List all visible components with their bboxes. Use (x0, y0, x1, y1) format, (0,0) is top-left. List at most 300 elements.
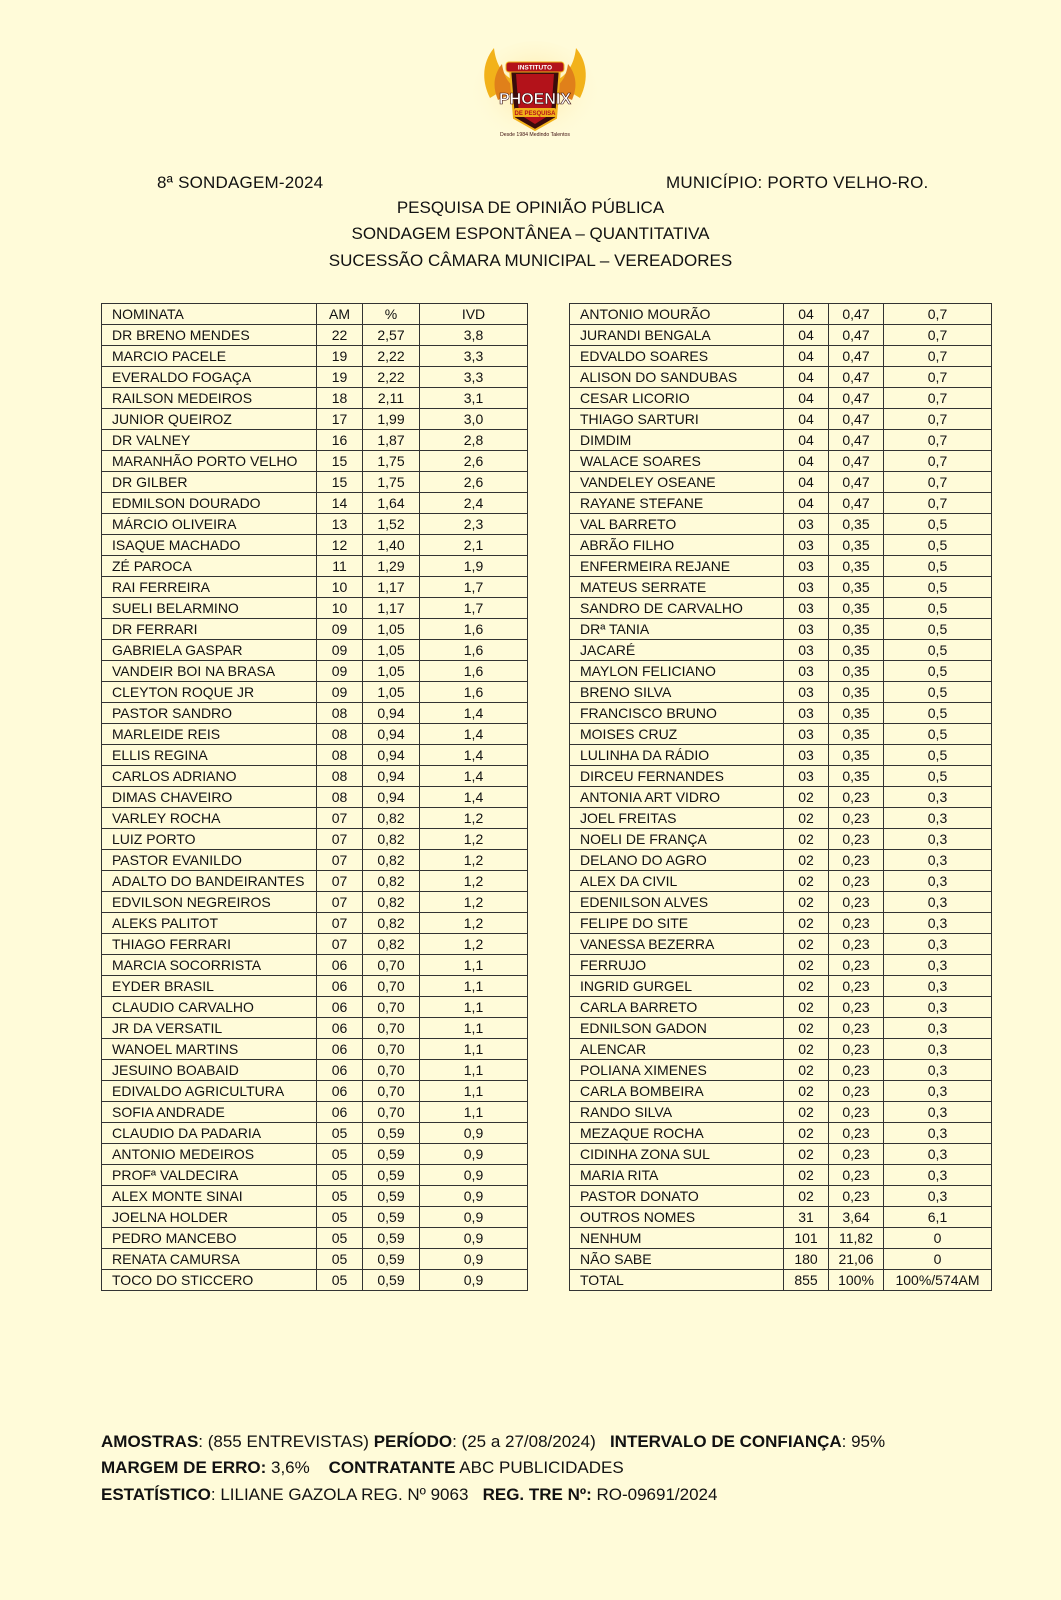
left-table-row (102, 1249, 528, 1270)
phoenix-emblem-icon (470, 38, 600, 148)
right-table-row (570, 535, 992, 556)
ivd-cell: 1,6 (420, 661, 528, 682)
ivd-cell: 1,2 (420, 913, 528, 934)
ivd-cell: 0,3 (884, 997, 992, 1018)
name-cell: MAYLON FELICIANO (570, 661, 784, 682)
ivd-cell: 1,1 (420, 976, 528, 997)
pct-cell: 0,47 (829, 493, 884, 514)
am-cell: 02 (784, 850, 829, 871)
am-cell: 05 (317, 1207, 363, 1228)
pct-cell: 0,59 (363, 1144, 420, 1165)
right-table-row (570, 1165, 992, 1186)
am-cell: 02 (784, 808, 829, 829)
name-cell: CARLA BARRETO (570, 997, 784, 1018)
am-cell: 07 (317, 850, 363, 871)
ivd-cell: 1,1 (420, 997, 528, 1018)
left-table-row (102, 934, 528, 955)
right-table-row (570, 451, 992, 472)
pct-cell: 0,35 (829, 703, 884, 724)
ivd-cell: 0,7 (884, 430, 992, 451)
ivd-cell: 0 (884, 1228, 992, 1249)
pct-cell: 0,59 (363, 1270, 420, 1291)
am-cell: 03 (784, 535, 829, 556)
am-cell: 04 (784, 325, 829, 346)
right-table-row (570, 556, 992, 577)
name-cell: DIRCEU FERNANDES (570, 766, 784, 787)
ivd-cell: 3,3 (420, 367, 528, 388)
name-cell: JESUINO BOABAID (102, 1060, 317, 1081)
pct-cell: 0,70 (363, 976, 420, 997)
amostras-value: : (855 ENTREVISTAS) (198, 1432, 374, 1451)
pct-cell: 0,70 (363, 1039, 420, 1060)
left-table-row (102, 892, 528, 913)
am-cell: 101 (784, 1228, 829, 1249)
pct-cell: 2,22 (363, 367, 420, 388)
ivd-cell: 1,1 (420, 1060, 528, 1081)
ivd-cell: 1,6 (420, 682, 528, 703)
am-cell: 03 (784, 514, 829, 535)
name-cell: SOFIA ANDRADE (102, 1102, 317, 1123)
name-cell: FRANCISCO BRUNO (570, 703, 784, 724)
am-cell: 15 (317, 472, 363, 493)
left-table-row (102, 829, 528, 850)
left-table-row (102, 1165, 528, 1186)
name-cell: MARANHÃO PORTO VELHO (102, 451, 317, 472)
am-cell: 02 (784, 1039, 829, 1060)
name-cell: EDMILSON DOURADO (102, 493, 317, 514)
right-table-row (570, 577, 992, 598)
am-cell: 03 (784, 766, 829, 787)
name-cell: CLAUDIO CARVALHO (102, 997, 317, 1018)
left-table-row (102, 577, 528, 598)
ivd-cell: 0,3 (884, 1186, 992, 1207)
right-table-row (570, 703, 992, 724)
left-table-row (102, 1123, 528, 1144)
right-table-row (570, 388, 992, 409)
pct-cell: 1,05 (363, 640, 420, 661)
right-table-row (570, 493, 992, 514)
am-cell: 03 (784, 724, 829, 745)
name-cell: MARCIA SOCORRISTA (102, 955, 317, 976)
am-cell: 09 (317, 640, 363, 661)
left-table-row (102, 535, 528, 556)
ivd-cell: 1,6 (420, 640, 528, 661)
pct-cell: 0,35 (829, 745, 884, 766)
name-cell: ALEX DA CIVIL (570, 871, 784, 892)
right-table-row (570, 745, 992, 766)
left-table-row (102, 409, 528, 430)
name-cell: ANTONIO MEDEIROS (102, 1144, 317, 1165)
ivd-cell: 0,9 (420, 1144, 528, 1165)
pct-cell: 0,23 (829, 1081, 884, 1102)
contratante-value: ABC PUBLICIDADES (455, 1458, 624, 1477)
pct-cell: 3,64 (829, 1207, 884, 1228)
name-cell: INGRID GURGEL (570, 976, 784, 997)
right-table-row (570, 1270, 992, 1291)
name-cell: VANDEIR BOI NA BRASA (102, 661, 317, 682)
pct-cell: 0,47 (829, 367, 884, 388)
ivd-cell: 1,1 (420, 1102, 528, 1123)
am-cell: 05 (317, 1144, 363, 1165)
ivd-cell: 100%/574AM (884, 1270, 992, 1291)
name-cell: DR BRENO MENDES (102, 325, 317, 346)
name-cell: GABRIELA GASPAR (102, 640, 317, 661)
am-cell: 06 (317, 997, 363, 1018)
pct-cell: 0,47 (829, 409, 884, 430)
name-cell: JUNIOR QUEIROZ (102, 409, 317, 430)
left-table-row (102, 451, 528, 472)
name-cell: VANDELEY OSEANE (570, 472, 784, 493)
left-table-row (102, 1186, 528, 1207)
ivd-cell: 1,2 (420, 934, 528, 955)
pct-cell: 1,75 (363, 451, 420, 472)
logo-brand-text: PHOENIX (498, 91, 572, 108)
pct-cell: 0,23 (829, 1165, 884, 1186)
right-table-row (570, 808, 992, 829)
am-cell: 18 (317, 388, 363, 409)
right-table-row (570, 766, 992, 787)
left-table-row (102, 1207, 528, 1228)
pct-cell: 0,23 (829, 976, 884, 997)
pct-cell: 0,23 (829, 850, 884, 871)
pct-cell: 1,87 (363, 430, 420, 451)
name-cell: JOELNA HOLDER (102, 1207, 317, 1228)
right-table-row (570, 934, 992, 955)
pct-cell: 21,06 (829, 1249, 884, 1270)
left-table-row (102, 1270, 528, 1291)
ivd-cell: 0,3 (884, 1102, 992, 1123)
pct-cell: 0,59 (363, 1207, 420, 1228)
name-cell: ALENCAR (570, 1039, 784, 1060)
left-table-row (102, 913, 528, 934)
ivd-cell: 0,3 (884, 934, 992, 955)
ivd-cell: 0,5 (884, 577, 992, 598)
left-table-row (102, 388, 528, 409)
am-cell: 02 (784, 913, 829, 934)
name-cell: ISAQUE MACHADO (102, 535, 317, 556)
right-table-row (570, 829, 992, 850)
right-table-row (570, 1228, 992, 1249)
ivd-cell: 0,3 (884, 1165, 992, 1186)
name-cell: DIMDIM (570, 430, 784, 451)
am-cell: 03 (784, 745, 829, 766)
ivd-cell: 0,5 (884, 703, 992, 724)
name-cell: ALEX MONTE SINAI (102, 1186, 317, 1207)
name-cell: THIAGO FERRARI (102, 934, 317, 955)
municipio-label: MUNICÍPIO: PORTO VELHO-RO. (666, 173, 929, 192)
pct-cell: 0,82 (363, 913, 420, 934)
ivd-cell: 0,3 (884, 850, 992, 871)
am-cell: 09 (317, 619, 363, 640)
name-cell: CARLOS ADRIANO (102, 766, 317, 787)
pct-cell: 0,59 (363, 1186, 420, 1207)
ivd-cell: 3,8 (420, 325, 528, 346)
am-cell: 03 (784, 703, 829, 724)
pct-cell: 0,23 (829, 892, 884, 913)
name-cell: MARCIO PACELE (102, 346, 317, 367)
left-table-row (102, 682, 528, 703)
logo-top-text: INSTITUTO (517, 64, 553, 72)
name-cell: DIMAS CHAVEIRO (102, 787, 317, 808)
ivd-cell: 0,3 (884, 892, 992, 913)
name-cell: FERRUJO (570, 955, 784, 976)
am-cell: 06 (317, 976, 363, 997)
ivd-cell: 0,9 (420, 1249, 528, 1270)
am-cell: 04 (784, 388, 829, 409)
pct-cell: 1,17 (363, 598, 420, 619)
am-cell: 07 (317, 892, 363, 913)
right-table-row (570, 724, 992, 745)
ivd-cell: IVD (420, 304, 528, 325)
left-table-row (102, 766, 528, 787)
left-table-row (102, 997, 528, 1018)
name-cell: PEDRO MANCEBO (102, 1228, 317, 1249)
left-table-row (102, 703, 528, 724)
ivd-cell: 0,7 (884, 493, 992, 514)
ivd-cell: 2,6 (420, 451, 528, 472)
am-cell: 05 (317, 1270, 363, 1291)
right-table-row (570, 346, 992, 367)
ivd-cell: 0,7 (884, 304, 992, 325)
name-cell: PASTOR DONATO (570, 1186, 784, 1207)
am-cell: 03 (784, 661, 829, 682)
ivd-cell: 0,7 (884, 409, 992, 430)
pct-cell: 0,59 (363, 1249, 420, 1270)
pct-cell: 2,11 (363, 388, 420, 409)
ivd-cell: 0,9 (420, 1228, 528, 1249)
right-table-row (570, 472, 992, 493)
right-table-row (570, 1018, 992, 1039)
ivd-cell: 0,3 (884, 976, 992, 997)
pct-cell: 0,35 (829, 577, 884, 598)
pct-cell: 0,47 (829, 325, 884, 346)
pct-cell: 1,29 (363, 556, 420, 577)
title-sondagem: SONDAGEM ESPONTÂNEA – QUANTITATIVA (351, 224, 710, 243)
name-cell: NENHUM (570, 1228, 784, 1249)
name-cell: JURANDI BENGALA (570, 325, 784, 346)
ivd-cell: 0,5 (884, 598, 992, 619)
am-cell: 10 (317, 598, 363, 619)
pct-cell: 0,47 (829, 346, 884, 367)
ivd-cell: 6,1 (884, 1207, 992, 1228)
pct-cell: 0,59 (363, 1123, 420, 1144)
name-cell: JR DA VERSATIL (102, 1018, 317, 1039)
name-cell: PASTOR SANDRO (102, 703, 317, 724)
am-cell: 02 (784, 1018, 829, 1039)
ivd-cell: 0,3 (884, 913, 992, 934)
ivd-cell: 0,9 (420, 1270, 528, 1291)
am-cell: 02 (784, 934, 829, 955)
am-cell: 14 (317, 493, 363, 514)
pct-cell: 0,23 (829, 787, 884, 808)
pct-cell: 0,23 (829, 1018, 884, 1039)
ivd-cell: 0,5 (884, 661, 992, 682)
am-cell: 02 (784, 955, 829, 976)
ivd-cell: 1,4 (420, 703, 528, 724)
right-table-row (570, 955, 992, 976)
right-table-row (570, 871, 992, 892)
ivd-cell: 1,1 (420, 955, 528, 976)
left-table-row (102, 1144, 528, 1165)
name-cell: WALACE SOARES (570, 451, 784, 472)
right-table-row (570, 1207, 992, 1228)
am-cell: 08 (317, 703, 363, 724)
pct-cell: 0,23 (829, 829, 884, 850)
ivd-cell: 0,3 (884, 1123, 992, 1144)
am-cell: 07 (317, 829, 363, 850)
am-cell: 22 (317, 325, 363, 346)
pct-cell: 0,23 (829, 1123, 884, 1144)
ivd-cell: 0,7 (884, 388, 992, 409)
am-cell: 05 (317, 1186, 363, 1207)
am-cell: 03 (784, 682, 829, 703)
name-cell: ELLIS REGINA (102, 745, 317, 766)
ivd-cell: 2,3 (420, 514, 528, 535)
contratante-label: CONTRATANTE (328, 1458, 456, 1477)
pct-cell: 0,23 (829, 934, 884, 955)
footer-line-2 (101, 1458, 624, 1478)
left-table-row (102, 472, 528, 493)
pct-cell: 0,23 (829, 871, 884, 892)
right-table-row (570, 997, 992, 1018)
name-cell: MOISES CRUZ (570, 724, 784, 745)
am-cell: 02 (784, 1144, 829, 1165)
left-table-row (102, 1060, 528, 1081)
pct-cell: 0,82 (363, 934, 420, 955)
pct-cell: 0,47 (829, 304, 884, 325)
pct-cell: 100% (829, 1270, 884, 1291)
pct-cell: 0,47 (829, 451, 884, 472)
pct-cell: 0,23 (829, 1102, 884, 1123)
am-cell: 02 (784, 787, 829, 808)
right-table-row (570, 1060, 992, 1081)
name-cell: TOTAL (570, 1270, 784, 1291)
ivd-cell: 1,4 (420, 766, 528, 787)
name-cell: EDENILSON ALVES (570, 892, 784, 913)
am-cell: 03 (784, 556, 829, 577)
pct-cell: % (363, 304, 420, 325)
left-table-row (102, 598, 528, 619)
name-cell: ENFERMEIRA REJANE (570, 556, 784, 577)
ivd-cell: 2,6 (420, 472, 528, 493)
right-table-row (570, 367, 992, 388)
pct-cell: 0,82 (363, 871, 420, 892)
right-table-row (570, 1249, 992, 1270)
right-table-row (570, 682, 992, 703)
am-cell: 06 (317, 1039, 363, 1060)
ivd-cell: 0,9 (420, 1123, 528, 1144)
am-cell: 06 (317, 1060, 363, 1081)
logo-tagline: Desde 1984 Medindo Talentos (500, 132, 570, 138)
name-cell: NOELI DE FRANÇA (570, 829, 784, 850)
name-cell: VAL BARRETO (570, 514, 784, 535)
logo-ribbon-text: DE PESQUISA (514, 111, 556, 117)
pct-cell: 1,52 (363, 514, 420, 535)
am-cell: 12 (317, 535, 363, 556)
am-cell: 02 (784, 829, 829, 850)
pct-cell: 0,94 (363, 724, 420, 745)
am-cell: 03 (784, 577, 829, 598)
am-cell: 04 (784, 493, 829, 514)
am-cell: 05 (317, 1123, 363, 1144)
ivd-cell: 1,2 (420, 871, 528, 892)
margem-label: MARGEM DE ERRO: (101, 1458, 267, 1477)
am-cell: 06 (317, 1081, 363, 1102)
ivd-cell: 0,7 (884, 472, 992, 493)
pct-cell: 0,35 (829, 619, 884, 640)
name-cell: EDVALDO SOARES (570, 346, 784, 367)
ivd-cell: 1,9 (420, 556, 528, 577)
pct-cell: 0,35 (829, 514, 884, 535)
ivd-cell: 0,5 (884, 766, 992, 787)
pct-cell: 1,64 (363, 493, 420, 514)
ivd-cell: 0,9 (420, 1207, 528, 1228)
pct-cell: 11,82 (829, 1228, 884, 1249)
pct-cell: 0,94 (363, 787, 420, 808)
pct-cell: 0,23 (829, 913, 884, 934)
pct-cell: 0,35 (829, 640, 884, 661)
right-table-row (570, 304, 992, 325)
pct-cell: 0,82 (363, 808, 420, 829)
am-cell: 11 (317, 556, 363, 577)
name-cell: LUIZ PORTO (102, 829, 317, 850)
periodo-value: : (25 a 27/08/2024) (452, 1432, 610, 1451)
am-cell: 02 (784, 997, 829, 1018)
pct-cell: 0,70 (363, 1018, 420, 1039)
ivd-cell: 1,1 (420, 1039, 528, 1060)
right-table-row (570, 325, 992, 346)
pct-cell: 0,35 (829, 724, 884, 745)
left-table-row (102, 787, 528, 808)
name-cell: RAI FERREIRA (102, 577, 317, 598)
ivd-cell: 0,5 (884, 619, 992, 640)
pct-cell: 1,05 (363, 619, 420, 640)
footer-line-3 (101, 1485, 717, 1505)
ivd-cell: 0,3 (884, 1081, 992, 1102)
pct-cell: 1,40 (363, 535, 420, 556)
left-table-row (102, 724, 528, 745)
am-cell: 02 (784, 1060, 829, 1081)
ivd-cell: 0,5 (884, 724, 992, 745)
left-table-row (102, 430, 528, 451)
right-table-row (570, 913, 992, 934)
left-table-row (102, 367, 528, 388)
left-table-row (102, 1018, 528, 1039)
name-cell: ANTONIO MOURÃO (570, 304, 784, 325)
ivd-cell: 1,7 (420, 577, 528, 598)
am-cell: 180 (784, 1249, 829, 1270)
name-cell: PASTOR EVANILDO (102, 850, 317, 871)
name-cell: DR VALNEY (102, 430, 317, 451)
pct-cell: 0,23 (829, 1060, 884, 1081)
ivd-cell: 0,3 (884, 955, 992, 976)
am-cell: 03 (784, 640, 829, 661)
pct-cell: 1,05 (363, 682, 420, 703)
name-cell: ALISON DO SANDUBAS (570, 367, 784, 388)
name-cell: EDVILSON NEGREIROS (102, 892, 317, 913)
left-table-row (102, 493, 528, 514)
am-cell: 02 (784, 1081, 829, 1102)
name-cell: TOCO DO STICCERO (102, 1270, 317, 1291)
name-cell: DELANO DO AGRO (570, 850, 784, 871)
am-cell: 07 (317, 934, 363, 955)
name-cell: CIDINHA ZONA SUL (570, 1144, 784, 1165)
ivd-cell: 0,3 (884, 871, 992, 892)
left-table-row (102, 661, 528, 682)
am-cell: 07 (317, 871, 363, 892)
reg-tre-label: REG. TRE Nº: (482, 1485, 592, 1504)
name-cell: EYDER BRASIL (102, 976, 317, 997)
